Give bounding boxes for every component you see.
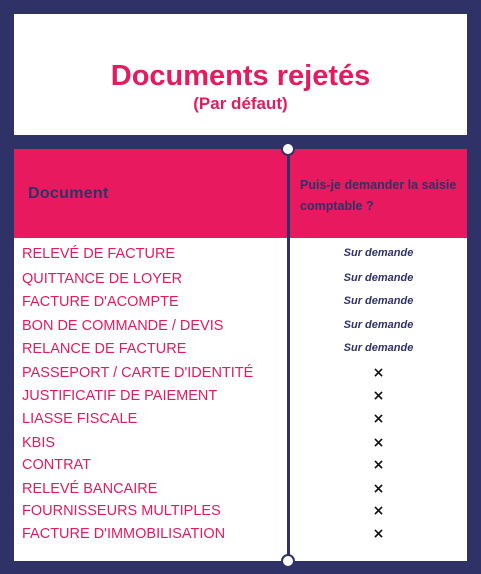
table-header [14,149,467,238]
cross-icon: × [372,526,385,542]
documents-table [14,149,467,561]
divider-bottom-knob [281,554,295,568]
table-row [14,244,467,264]
divider-top-knob [281,142,295,156]
table-row [14,455,467,475]
document-name: JUSTIFICATIF DE PAIEMENT [22,388,218,404]
column-header-document: Document [28,185,109,202]
cross-icon: × [372,388,385,404]
column-header-question: Puis-je demander la saisie comptable ? [300,178,457,213]
cross-icon: × [372,457,385,473]
answer-text: Sur demande [343,342,414,354]
document-name: PASSEPORT / CARTE D'IDENTITÉ [22,365,254,381]
table-row [14,363,467,383]
page-subtitle: (Par défaut) [193,94,288,113]
document-name: RELEVÉ BANCAIRE [22,481,158,497]
document-name: QUITTANCE DE LOYER [22,271,183,287]
page-title: Documents rejetés [110,60,371,92]
answer-text: Sur demande [343,247,414,259]
answer-text: Sur demande [343,295,414,307]
title-panel [14,14,467,135]
table-row [14,316,467,336]
table-row [14,433,467,453]
table-row [14,292,467,312]
cross-icon: × [372,365,385,381]
table-row [14,269,467,289]
cross-icon: × [372,435,385,451]
document-name: LIASSE FISCALE [22,411,138,427]
answer-text: Sur demande [343,272,414,284]
answer-text: Sur demande [343,319,414,331]
document-name: KBIS [22,435,56,451]
table-row [14,524,467,544]
table-row [14,409,467,429]
table-row [14,386,467,406]
cross-icon: × [372,411,385,427]
document-name: RELANCE DE FACTURE [22,341,187,357]
document-name: CONTRAT [22,457,92,473]
document-name: BON DE COMMANDE / DEVIS [22,318,224,334]
document-name: FACTURE D'ACOMPTE [22,294,179,310]
cross-icon: × [372,503,385,519]
table-row [14,339,467,359]
document-name: RELEVÉ DE FACTURE [22,246,176,262]
document-name: FACTURE D'IMMOBILISATION [22,526,226,542]
table-row [14,479,467,499]
cross-icon: × [372,481,385,497]
document-name: FOURNISSEURS MULTIPLES [22,503,221,519]
table-row [14,501,467,521]
